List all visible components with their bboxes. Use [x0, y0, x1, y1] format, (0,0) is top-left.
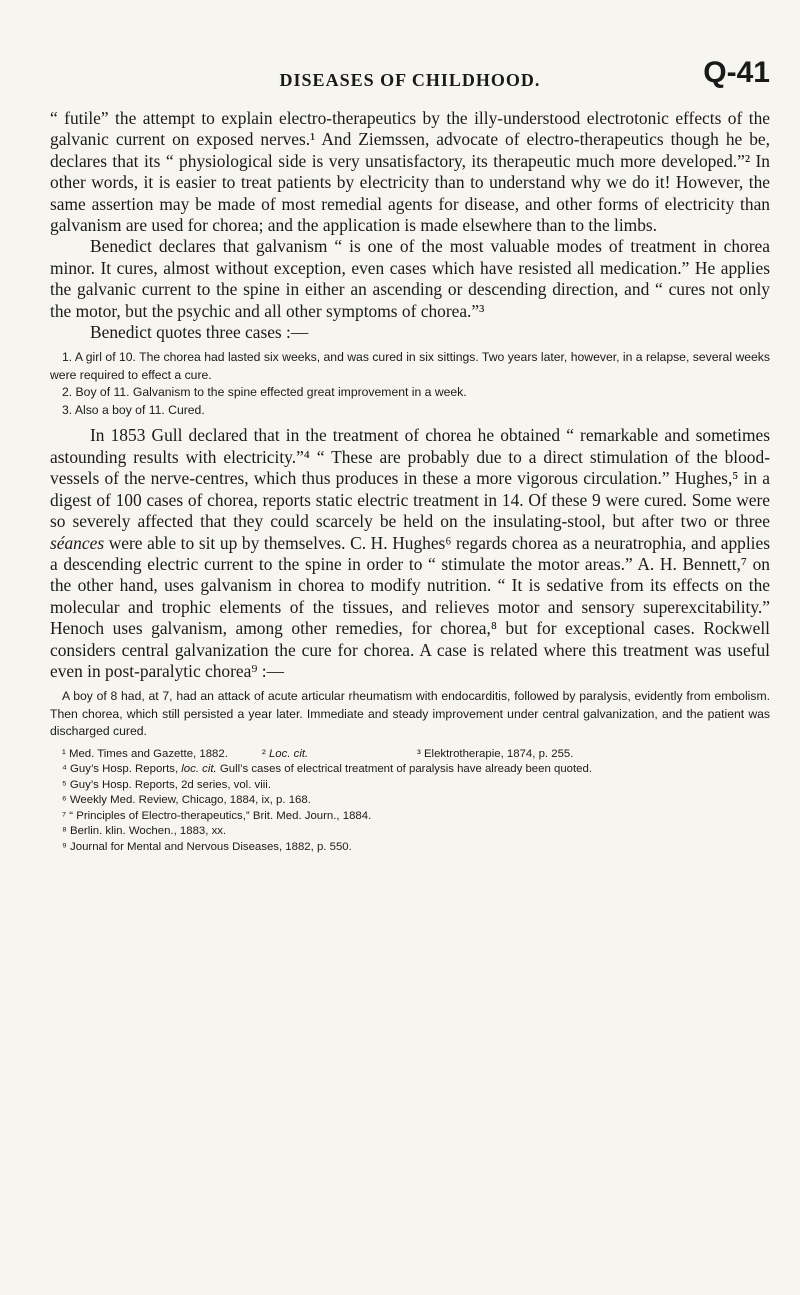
page-number: Q-41	[703, 56, 770, 89]
page-title: DISEASES OF CHILDHOOD.	[279, 70, 541, 90]
case-report-text: A boy of 8 had, at 7, had an attack of acute articular rheumatism with endocarditis, followed by paralysis, evidently from embolism. Then chorea, which still persisted a year later. Immediate and steady improvement under central galvanization, and the patient was discharged cured.	[50, 689, 770, 739]
paragraph-4-part-b: were able to sit up by themselves. C. H. Hughes⁶ regards chorea as a neuratrophia, and applies a descending electric current to the spine in order to “ stimulate the motor areas.” A. H. Bennett,⁷ on the other hand, uses galvanism in chorea to modify nutrition. “ It is sedative from its effects on the molecular and trophic elements of the tissues, and relieves motor and sensory superexcitability.” Henoch uses galvanism, among other remedies, for chorea,⁸ but for exceptional cases. Rockwell considers central galvanization the cure for chorea. A case is related where this treatment was useful even in post-paralytic chorea⁹ :—	[50, 532, 770, 681]
footnote-4-pre: ⁴ Guy’s Hosp. Reports,	[62, 763, 182, 776]
footnote-9: ⁹ Journal for Mental and Nervous Diseases, 1882, p. 550.	[62, 840, 352, 853]
footnote-2-italic: Loc. cit.	[268, 747, 309, 760]
paragraph-4-italic: séances	[50, 532, 105, 553]
case-item-2: 2. Boy of 11. Galvanism to the spine effected great improvement in a week.	[62, 385, 467, 400]
paragraph-3: Benedict quotes three cases :—	[90, 322, 309, 343]
paragraph-4	[50, 425, 770, 682]
case-report	[50, 688, 770, 741]
body-text	[50, 108, 770, 855]
case-list	[50, 349, 770, 419]
case-item-3: 3. Also a boy of 11. Cured.	[62, 402, 205, 417]
footnote-4-italic: loc. cit.	[181, 763, 217, 776]
footnote-8: ⁸ Berlin. klin. Wochen., 1883, xx.	[62, 825, 227, 838]
footnotes	[50, 747, 770, 856]
footnote-4	[50, 762, 770, 778]
footnote-6: ⁶ Weekly Med. Review, Chicago, 1884, ix, p. 168.	[62, 794, 311, 807]
footnote-row-1	[50, 747, 770, 763]
footnote-3: ³ Elektrotherapie, 1874, p. 255.	[417, 747, 574, 760]
paragraph-2: Benedict declares that galvanism “ is one of the most valuable modes of treatment in chorea minor. It cures, almost without exception, even cases which have resisted all medication.” He applies the galvanic current to the spine in either an ascending or descending direction, and “ cures not only the motor, but the psychic and all other symptoms of chorea.”³	[50, 236, 770, 321]
case-item-1: 1. A girl of 10. The chorea had lasted six weeks, and was cured in six sittings. Two years later, however, in a relapse, several weeks were required to effect a cure.	[50, 350, 770, 382]
footnote-2	[262, 747, 417, 763]
footnote-5: ⁵ Guy’s Hosp. Reports, 2d series, vol. viii.	[62, 778, 271, 791]
footnote-2-marker: ²	[262, 747, 269, 760]
paragraph-1: “ futile” the attempt to explain electro-therapeutics by the illy-understood electrotonic effects of the galvanic current on exposed nerves.¹ And Ziemssen, advocate of electro-therapeutics though he be, declares that its “ physiological side is very unsatisfactory, its therapeutic much more developed.”² In other words, it is easier to treat patients by electricity than to understand why we do it! However, the same assertion may be made of most remedial agents for disease, and other forms of electricity than galvanism are used for chorea; and the application is made elsewhere than to the limbs.	[50, 108, 770, 236]
paragraph-4-part-a: In 1853 Gull declared that in the treatment of chorea he obtained “ remarkable and sometimes astounding results with electricity.”⁴ “ These are probably due to a direct stimulation of the blood-vessels of the nerve-centres, which thus produces in these a more vigorous circulation.” Hughes,⁵ in a digest of 100 cases of chorea, reports static electric treatment in 14. Of these 9 were cured. Some were so severely affected that they could scarcely be held on the insulating-stool, but after two or three	[50, 425, 770, 532]
footnote-4-post: Gull’s cases of electrical treatment of paralysis have already been quoted.	[216, 763, 592, 776]
footnote-7: ⁷ “ Principles of Electro-therapeutics,” Brit. Med. Journ., 1884.	[62, 809, 372, 822]
footnote-1: ¹ Med. Times and Gazette, 1882.	[62, 747, 228, 760]
running-head	[50, 56, 770, 100]
